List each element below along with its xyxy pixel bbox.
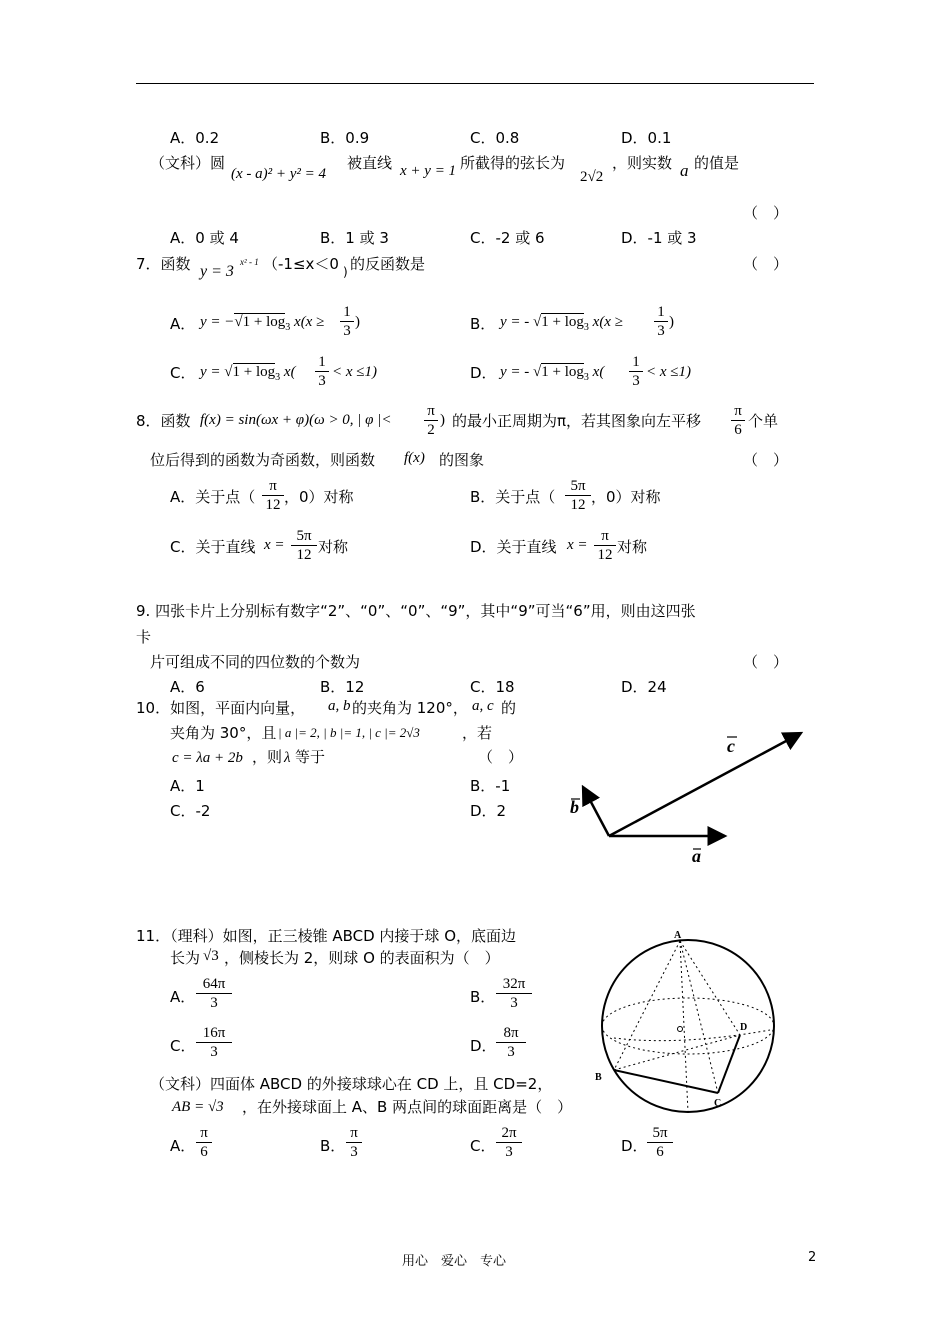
- q10-option-a: A．1: [170, 777, 205, 795]
- q11w-option-b-label: B．: [320, 1137, 346, 1155]
- q10-line3-a: ，则: [252, 748, 283, 766]
- q6w-text-4: ，则实数: [612, 154, 673, 172]
- page-number: 2: [808, 1250, 817, 1265]
- q9-answer-paren: （ ）: [743, 653, 789, 671]
- q11w-line1: （文科）四面体 ABCD 的外接球球心在 CD 上，且 CD=2，: [150, 1075, 553, 1093]
- footer-motto: 用心 爱心 专心: [402, 1254, 507, 1269]
- q11w-ab-length: AB = √3: [172, 1099, 224, 1115]
- q7-option-a-close: ): [355, 314, 360, 330]
- q11-option-c-fraction: $\frac{16\pi}{3}$: [196, 1024, 232, 1061]
- vertex-d-label: D: [740, 1022, 748, 1033]
- q10-relation: c = λa + 2b: [172, 750, 243, 766]
- q7-option-d-expr: y = - $√1 + \log_3 x$(: [500, 364, 605, 383]
- q7-option-a-expr: $y = -√1 + \log_3 x(x$ ≥: [200, 314, 325, 333]
- q8-function: f(x) = sin(ωx + φ)(ω > 0, | φ |<: [200, 412, 392, 428]
- q7-option-d-label: D．: [470, 364, 497, 382]
- q9-option-d: D．24: [621, 678, 667, 696]
- q8-option-a-pre: A．关于点（: [170, 488, 256, 506]
- q6w-option-b: B．1 或 3: [320, 229, 389, 247]
- q6w-text-5: 的值是: [694, 154, 740, 172]
- q8-middle-text: 的最小正周期为π，若其图象向左平移: [452, 412, 702, 430]
- q7-option-a-fraction: $\frac{1}{3}$: [340, 303, 354, 340]
- q10-line1-b: 的夹角为 120°，: [352, 699, 468, 717]
- q5-option-a: A．0.2: [170, 129, 220, 147]
- q10-lambda: λ: [284, 750, 291, 766]
- q11w-option-a-label: A．: [170, 1137, 196, 1155]
- q11-option-c-label: C．: [170, 1037, 196, 1055]
- q7-option-b-expr: y = - $√1 + \log_3 x(x$ ≥: [500, 314, 623, 333]
- q8-option-a-post: ，0）对称: [284, 488, 354, 506]
- q11-option-d-fraction: $\frac{8\pi}{3}$: [496, 1024, 526, 1061]
- q10-option-c: C．-2: [170, 802, 211, 820]
- q11-option-a-fraction: $\frac{64\pi}{3}$: [196, 975, 232, 1012]
- q8-option-d-post: 对称: [617, 538, 648, 556]
- q8-pi-over-6: $\frac{\pi}{6}$: [731, 402, 745, 439]
- q7-option-b-label: B．: [470, 315, 496, 333]
- q8-option-d-var: x =: [567, 537, 588, 553]
- q8-option-b-fraction: $\frac{5\pi}{12}$: [565, 477, 591, 514]
- q11w-line2: ，在外接球面上 A、B 两点间的球面距离是（ ）: [242, 1098, 573, 1116]
- center-o: [678, 1027, 683, 1032]
- q11w-option-b-fraction: $\frac{\pi}{3}$: [346, 1124, 362, 1161]
- q5-option-d: D．0.1: [621, 129, 672, 147]
- q11w-option-a-fraction: $\frac{\pi}{6}$: [196, 1124, 212, 1161]
- q7-answer-paren: （ ）: [743, 255, 789, 273]
- q11-line2-b: ，侧棱长为 2，则球 O 的表面积为（ ）: [224, 949, 500, 967]
- q8-option-b-post: ，0）对称: [591, 488, 661, 506]
- q6w-line-equation: x + y = 1: [400, 163, 457, 179]
- q8-fx: f(x): [404, 450, 425, 466]
- q7-function: y = 3: [200, 263, 234, 280]
- q7-condition-close: ): [343, 265, 348, 279]
- q10-magnitudes: | a |= 2, | b |= 1, | c |= 2√3: [278, 725, 420, 740]
- q10-line3-b: 等于: [295, 748, 326, 766]
- q11w-option-d-fraction: $\frac{5\pi}{6}$: [647, 1124, 673, 1161]
- q7-condition: （-1≤x＜0: [263, 255, 339, 273]
- q8-pi-over-2: $\frac{\pi}{2}$: [424, 402, 438, 439]
- vertex-c-label: C: [714, 1098, 722, 1109]
- q11-option-b-fraction: $\frac{32\pi}{3}$: [496, 975, 532, 1012]
- q8-tail: 个单: [748, 412, 779, 430]
- q7-option-a-label: A．: [170, 315, 196, 333]
- q7-option-c-expr: $y = √1 + \log_3 x$(: [200, 364, 296, 383]
- vector-a-label: a: [692, 846, 701, 866]
- q11-option-b-label: B．: [470, 988, 496, 1006]
- equator-back: [602, 998, 774, 1026]
- q10-ab: a, b: [328, 698, 351, 714]
- q9-line1: 9. 四张卡片上分别标有数字“2”、“0”、“0”、“9”，其中“9”可当“6”用，则由这四张: [136, 602, 696, 620]
- q9-line2: 卡: [136, 628, 152, 646]
- q6w-circle-equation: (x - a)² + y² = 4: [231, 166, 327, 182]
- vertex-a-label: A: [674, 930, 682, 941]
- q9-line3: 片可组成不同的四位数的个数为: [150, 653, 361, 671]
- q7-option-d-close: < x ≤1): [646, 364, 692, 380]
- q8-option-d-fraction: $\frac{\pi}{12}$: [594, 527, 616, 564]
- q7-option-c-fraction: $\frac{1}{3}$: [315, 353, 329, 390]
- q10-ac: a, c: [472, 698, 494, 714]
- q6w-answer-paren: （ ）: [743, 204, 789, 222]
- q6w-option-d: D．-1 或 3: [621, 229, 697, 247]
- q6w-option-c: C．-2 或 6: [470, 229, 545, 247]
- q7-option-d-fraction: $\frac{1}{3}$: [629, 353, 643, 390]
- q7-option-b-close: ): [669, 314, 674, 330]
- q10-option-d: D．2: [470, 802, 507, 820]
- q7-option-c-close: < x ≤1): [332, 364, 378, 380]
- q11-option-a-label: A．: [170, 988, 196, 1006]
- q6w-text-3: 所截得的弦长为: [460, 154, 566, 172]
- q10-option-b: B．-1: [470, 777, 511, 795]
- q6w-text-1: （文科）圆: [150, 154, 226, 172]
- q9-option-a: A．6: [170, 678, 205, 696]
- q9-option-b: B．12: [320, 678, 365, 696]
- q11-sqrt3: √3: [203, 948, 219, 964]
- q6w-chord-length: 2√2: [580, 169, 604, 185]
- q5-option-b: B．0.9: [320, 129, 370, 147]
- q11w-option-d-label: D．: [621, 1137, 648, 1155]
- q8-answer-paren: （ ）: [743, 451, 789, 469]
- q8-line2: 位后得到的函数为奇函数，则函数: [150, 451, 376, 469]
- vertex-b-label: B: [595, 1072, 602, 1083]
- q10-line1-c: 的: [501, 699, 517, 717]
- q11-option-d-label: D．: [470, 1037, 497, 1055]
- q8-option-c-post: 对称: [318, 538, 349, 556]
- vector-c-label: c: [727, 736, 735, 756]
- q7-exponent: x² - 1: [240, 257, 259, 267]
- q8-close-paren: ): [440, 412, 445, 428]
- q6w-option-a: A．0 或 4: [170, 229, 239, 247]
- q7-tail: 的反函数是: [350, 255, 426, 273]
- q5-option-c: C．0.8: [470, 129, 520, 147]
- q8-option-c-fraction: $\frac{5\pi}{12}$: [291, 527, 317, 564]
- q6w-variable: a: [680, 161, 689, 180]
- q11-line1: 11．（理科）如图，正三棱锥 ABCD 内接于球 O，底面边: [136, 927, 517, 945]
- q10-line2-a: 夹角为 30°，且: [170, 724, 277, 742]
- q11w-option-c-label: C．: [470, 1137, 496, 1155]
- q10-answer-paren: （ ）: [478, 748, 524, 766]
- q11-line2-a: 长为: [170, 949, 201, 967]
- q11w-option-c-fraction: $\frac{2\pi}{3}$: [496, 1124, 522, 1161]
- q8-number: 8．函数: [136, 412, 191, 430]
- q7-option-c-label: C．: [170, 364, 196, 382]
- q8-option-c-var: x =: [264, 537, 285, 553]
- q8-option-d-pre: D．关于直线: [470, 538, 557, 556]
- q7-number: 7．函数: [136, 255, 191, 273]
- q6w-text-2: 被直线: [347, 154, 393, 172]
- q9-option-c: C．18: [470, 678, 515, 696]
- q8-option-c-pre: C．关于直线: [170, 538, 256, 556]
- q8-option-b-pre: B．关于点（: [470, 488, 556, 506]
- vector-b-label: b: [570, 797, 579, 817]
- q10-line1-a: 10．如图，平面内向量，: [136, 699, 306, 717]
- q10-line2-b: ，若: [462, 724, 493, 742]
- q8-line2-tail: 的图象: [439, 451, 485, 469]
- q7-option-b-fraction: $\frac{1}{3}$: [654, 303, 668, 340]
- q8-option-a-fraction: $\frac{\pi}{12}$: [262, 477, 284, 514]
